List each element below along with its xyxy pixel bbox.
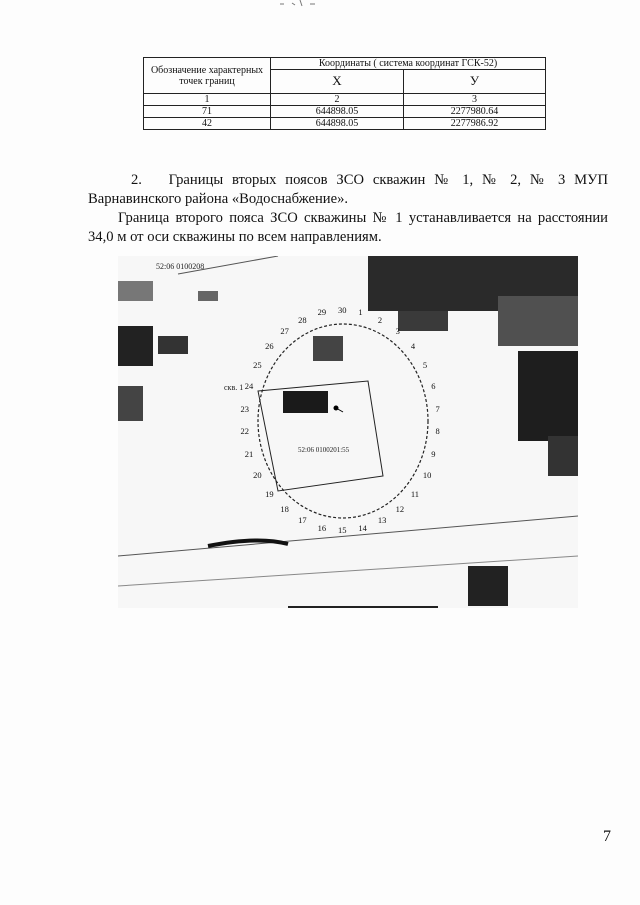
cadastral-number-label: 52:06 0100208	[156, 262, 205, 271]
boundary-point-label: 14	[358, 522, 367, 533]
y-header: У	[404, 70, 546, 94]
boundary-point-label: 26	[265, 341, 274, 352]
site-label: 52:06 0100201:55	[298, 446, 350, 454]
boundary-point-label: 29	[317, 307, 327, 318]
section-body: Граница второго пояса ЗСО скважины № 1 устанавливается на расстоянии 34,0 м от оси скважины по всем направлениям.	[88, 210, 608, 245]
boundary-point-label: 9	[431, 448, 436, 459]
boundary-point-label: 17	[298, 515, 307, 526]
point-designation-header: Обозначение характерных точек границ	[144, 58, 271, 94]
boundary-point-label: 18	[280, 503, 289, 514]
x-cell: 644898.05	[271, 118, 404, 130]
boundary-point-label: 8	[435, 426, 440, 437]
boundary-point-label: 25	[253, 360, 262, 370]
boundary-point-label: 24	[244, 381, 254, 391]
boundary-point-label: 15	[338, 525, 347, 535]
boundary-point-label: 13	[377, 515, 387, 526]
boundary-point-label: 1	[358, 307, 363, 318]
y-cell: 2277980.64	[404, 106, 546, 118]
table-row	[144, 118, 546, 130]
coordinates-table	[143, 57, 546, 130]
site-plan-map	[118, 256, 578, 608]
x-cell: 644898.05	[271, 106, 404, 118]
boundary-point-label: 2	[377, 314, 383, 325]
boundary-point-label: 30	[338, 305, 347, 315]
boundary-point-label: 6	[431, 381, 436, 391]
coordinates-group-header: Координаты ( система координат ГСК-52)	[271, 58, 546, 70]
section-heading	[88, 171, 608, 209]
boundary-point-label: 23	[240, 403, 250, 414]
boundary-point-label: 28	[298, 314, 307, 325]
col-number: 2	[271, 94, 404, 106]
section-title: Границы вторых поясов ЗСО скважин № 1, № 2, № 3 МУП Варнавинского района «Водоснабжение».	[88, 172, 608, 207]
boundary-point-label: 3	[395, 326, 400, 336]
boundary-point-label: 4	[410, 341, 416, 352]
well-label: скв. 1	[224, 383, 244, 392]
boundary-point-label: 22	[240, 426, 250, 437]
col-number: 3	[404, 94, 546, 106]
boundary-point-label: 12	[395, 503, 405, 514]
table-row	[144, 106, 546, 118]
col-number: 1	[144, 94, 271, 106]
boundary-point-label: 11	[410, 488, 420, 499]
point-cell: 42	[144, 118, 271, 130]
boundary-point-label: 27	[280, 326, 289, 336]
boundary-point-label: 7	[435, 403, 440, 414]
point-cell: 71	[144, 106, 271, 118]
site-plan-drawing	[118, 256, 578, 608]
y-cell: 2277986.92	[404, 118, 546, 130]
boundary-point-label: 5	[422, 360, 428, 370]
boundary-point-label: 19	[265, 488, 274, 499]
x-header: X	[271, 70, 404, 94]
boundary-point-label: 10	[422, 470, 432, 480]
scan-artifact	[270, 0, 330, 10]
page-number: 7	[603, 828, 611, 845]
section-number: 2.	[131, 172, 142, 188]
boundary-point-label: 21	[244, 448, 254, 459]
boundary-point-label: 16	[317, 522, 327, 533]
boundary-point-label: 20	[253, 470, 262, 480]
